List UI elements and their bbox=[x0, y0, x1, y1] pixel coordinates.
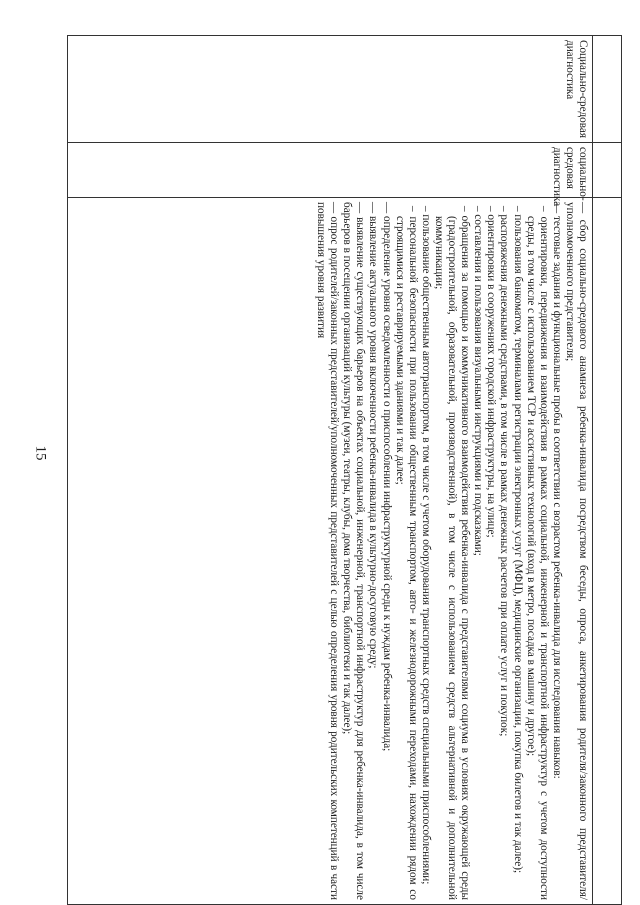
list-subitem: – пользование общественным автотранспортом, в том числе с учетом оборудования транспортных средств специальными приспособлениями; bbox=[419, 206, 432, 885]
list-item: — сбор социально-средового анамнеза ребенка-инвалида посредством беседы, опроса, анкетирования родителя/законного представителя/уполномоченного представителя; bbox=[563, 202, 589, 900]
list-subitem-text: составления и пользования визуальными инструкциями и подсказками; bbox=[472, 214, 485, 556]
table-row-empty bbox=[593, 36, 622, 905]
section-title-cell bbox=[68, 36, 593, 143]
list-subitem: – обращения за помощью и коммуникативного взаимодействия ребенка-инвалида с представителями социума в условиях окружающей среды (градостроительной, образовательной, производственной), в том числе с использованием средств альтернативной и дополнительной коммуникации; bbox=[432, 206, 472, 900]
list-item: — выявление актуального уровня включенности ребенка-инвалида в культурно-досуговую среду; bbox=[367, 202, 380, 669]
stage-label-cell bbox=[68, 143, 593, 207]
list-subitem: – ориентировки, передвижения и взаимодействия в рамках социальной, инженерной и транспортной инфраструктур с учетом доступности среды, в том числе с использованием ТСР и ассистивных технологий (вход в метро, посадка в машину и другое); bbox=[524, 206, 550, 901]
content-cell bbox=[68, 198, 593, 905]
list-item: — тестовые задания и функциональные пробы в соответствии с возрастом ребенка-инвалида для исследования навыков: bbox=[550, 202, 563, 779]
list-subitem-text: пользование общественным автотранспортом, в том числе с учетом оборудования транспортных средств специальными приспособлениями; bbox=[419, 214, 432, 885]
list-subitem-text: персональной безопасности при пользовании общественным транспортом, авто- и железнодорожными переходами, нахождении рядом со строящимися и реставрируемыми зданиями и так далее; bbox=[393, 216, 419, 900]
table-row bbox=[68, 36, 593, 905]
list-item: — выявление существующих барьеров на объектах социальной, инженерной, транспортной инфраструктур для ребенка-инвалида, в том числе барьеров в посещении организаций культуры (музеи, театры, клубы, дома творчества, библиотеки и так далее); bbox=[341, 202, 367, 900]
list-subitem-text: обращения за помощью и коммуникативного взаимодействия ребенка-инвалида с представителями социума в условиях окружающей среды (градостроительной, образовательной, производственной), в том числе с использованием средств альтернативной и дополнительной коммуникации; bbox=[432, 215, 472, 900]
list-item: — определение уровня осведомленности о приспособлении инфраструктурной среды к нуждам ребенка-инвалида; bbox=[380, 202, 393, 752]
list-subitem: – пользования банкоматом, терминалами регистрации электронных услуг (МФЦ), медицинские организации, покупка билетов и так далее); bbox=[511, 206, 524, 874]
list-subitem: – распоряжения денежными средствами, в том числе в рамках денежных расчетов при оплате услуг и покупок; bbox=[498, 206, 511, 737]
methods-table bbox=[67, 35, 622, 905]
list-subitem-text: распоряжения денежными средствами, в том числе в рамках денежных расчетов при оплате услуг и покупок; bbox=[498, 214, 511, 737]
list-subitem-text: ориентировки в сооружениях городской инфраструктуры, на улице; bbox=[485, 214, 498, 538]
list-subitem-text: пользования банкоматом, терминалами регистрации электронных услуг (МФЦ), медицинские организации, покупка билетов и так далее); bbox=[511, 214, 524, 874]
list-subitem-text: ориентировки, передвижения и взаимодействия в рамках социальной, инженерной и транспортной инфраструктур с учетом доступности среды, в том числе с использованием ТСР и ассистивных технологий (вход в метро, посадка в машину и другое); bbox=[524, 216, 550, 901]
list-subitem: – ориентировки в сооружениях городской инфраструктуры, на улице; bbox=[485, 206, 498, 538]
list-item: — опрос родителей/законных представителей/уполномоченных представителей с целью определения уровня родительских компетенций в части повышения уровня развития bbox=[315, 202, 341, 900]
table-sheet bbox=[67, 35, 622, 905]
empty-cell bbox=[593, 143, 622, 198]
rotated-page-content bbox=[67, 35, 622, 905]
list-subitem: – персональной безопасности при пользовании общественным транспортом, авто- и железнодорожными переходами, нахождении рядом со строящимися и реставрируемыми зданиями и так далее; bbox=[393, 206, 419, 900]
section-title: Социально-средовая диагностика bbox=[563, 40, 589, 138]
page-number: 15 bbox=[32, 445, 49, 461]
list-subitem: – составления и пользования визуальными инструкциями и подсказками; bbox=[472, 206, 485, 556]
stage-label: социально-средовая диагностика bbox=[550, 147, 589, 207]
empty-cell bbox=[593, 198, 622, 905]
empty-cell bbox=[593, 36, 622, 143]
